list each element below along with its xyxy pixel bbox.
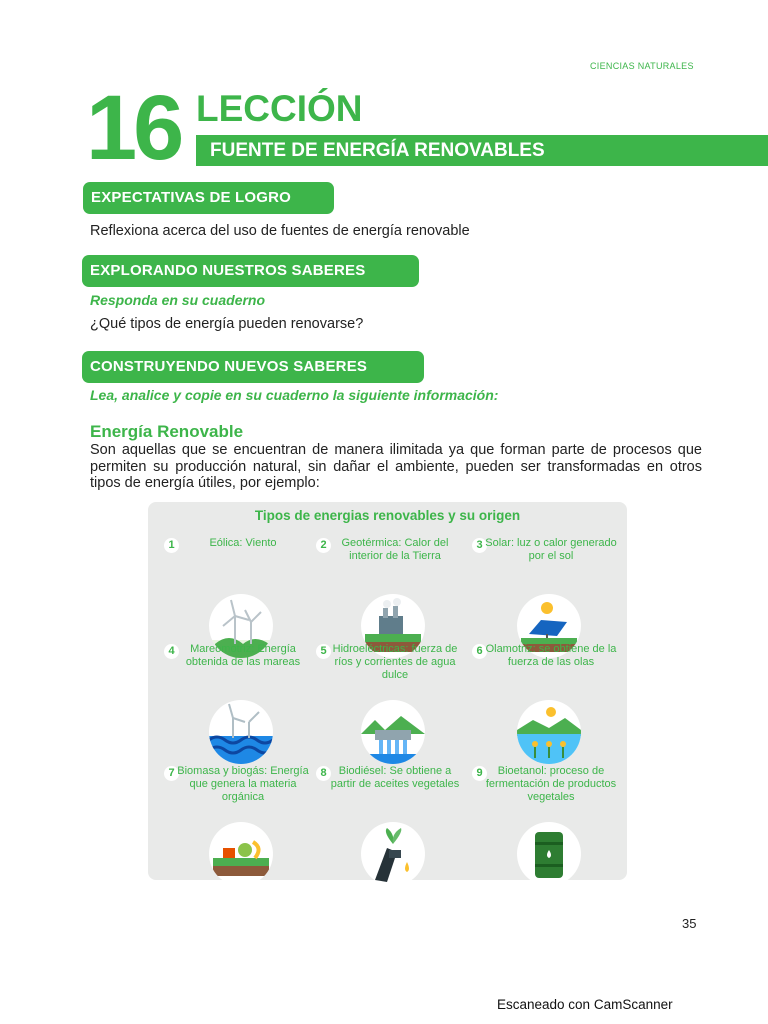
lesson-number: 16 xyxy=(86,77,181,179)
construyendo-instruction: Lea, analice y copie en su cuaderno la siguiente información: xyxy=(90,387,499,403)
explorando-instruction: Responda en su cuaderno xyxy=(90,292,266,308)
energy-card-biomasa xyxy=(154,764,314,884)
tidal-turbine-icon xyxy=(209,700,273,764)
energy-card-olamotriz xyxy=(462,642,622,762)
infographic-panel xyxy=(148,502,627,880)
item-number: 7 xyxy=(164,766,179,781)
item-label: Solar: luz o calor generado por el sol xyxy=(485,537,617,562)
item-number: 4 xyxy=(164,644,179,659)
lesson-word: LECCIÓN xyxy=(196,88,363,129)
item-number: 5 xyxy=(316,644,331,659)
item-number: 3 xyxy=(472,538,487,553)
ethanol-barrel-icon xyxy=(517,822,581,886)
biomass-icon xyxy=(209,822,273,886)
item-label: Hidroeléctricas: fuerza de ríos y corrientes de agua dulce xyxy=(332,643,458,681)
expectativas-heading-text: EXPECTATIVAS DE LOGRO xyxy=(91,189,292,206)
infographic-title: Tipos de energias renovables y su origen xyxy=(254,508,521,523)
explorando-question: ¿Qué tipos de energía pueden renovarse? xyxy=(90,316,364,332)
item-number: 1 xyxy=(164,538,179,553)
energy-card-solar xyxy=(462,536,622,656)
wave-energy-icon xyxy=(517,700,581,764)
construyendo-heading-text: CONSTRUYENDO NUEVOS SABERES xyxy=(90,358,368,375)
item-label: Olamotriz: se obtiene de la fuerza de las olas xyxy=(485,643,617,668)
energy-card-hidroelectricas xyxy=(306,642,466,762)
item-label: Biomasa y biogás: Energía que genera la materia orgánica xyxy=(177,765,309,803)
item-label: Biodiésel: Se obtiene a partir de aceites vegetales xyxy=(330,765,460,790)
explorando-heading xyxy=(82,255,419,287)
section-subtitle: Energía Renovable xyxy=(90,422,244,441)
item-number: 9 xyxy=(472,766,487,781)
definition-paragraph: Son aquellas que se encuentran de manera ilimitada ya que forman parte de procesos que permiten su producción natural, sin dañar el ambiente, pueden ser transformadas en otros tipos de energía útiles, por ejemplo: xyxy=(90,442,702,491)
item-label: Mareomotriz: Energía obtenida de las mareas xyxy=(185,643,301,668)
dam-icon xyxy=(361,700,425,764)
item-number: 6 xyxy=(472,644,487,659)
expectativas-text: Reflexiona acerca del uso de fuentes de energía renovable xyxy=(90,223,470,239)
item-label: Geotérmica: Calor del interior de la Tierra xyxy=(341,537,449,562)
item-label: Bioetanol: proceso de fermentación de productos vegetales xyxy=(485,765,617,803)
energy-card-bioetanol xyxy=(462,764,622,884)
construyendo-heading xyxy=(82,351,424,383)
lesson-title-bar xyxy=(196,135,768,166)
lesson-title: FUENTE DE ENERGÍA RENOVABLES xyxy=(210,140,545,161)
expectativas-heading xyxy=(83,182,334,214)
scanner-watermark: Escaneado con CamScanner xyxy=(497,997,673,1012)
biodiesel-pump-icon xyxy=(361,822,425,886)
energy-card-mareomotriz xyxy=(154,642,314,762)
energy-card-eolica xyxy=(154,536,314,656)
item-label: Eólica: Viento xyxy=(209,537,277,549)
item-number: 8 xyxy=(316,766,331,781)
energy-card-biodiesel xyxy=(306,764,466,884)
energy-card-geotermica xyxy=(306,536,466,656)
subject-label: CIENCIAS NATURALES xyxy=(590,61,694,71)
item-number: 2 xyxy=(316,538,331,553)
explorando-heading-text: EXPLORANDO NUESTROS SABERES xyxy=(90,262,366,279)
page-number: 35 xyxy=(682,916,697,931)
